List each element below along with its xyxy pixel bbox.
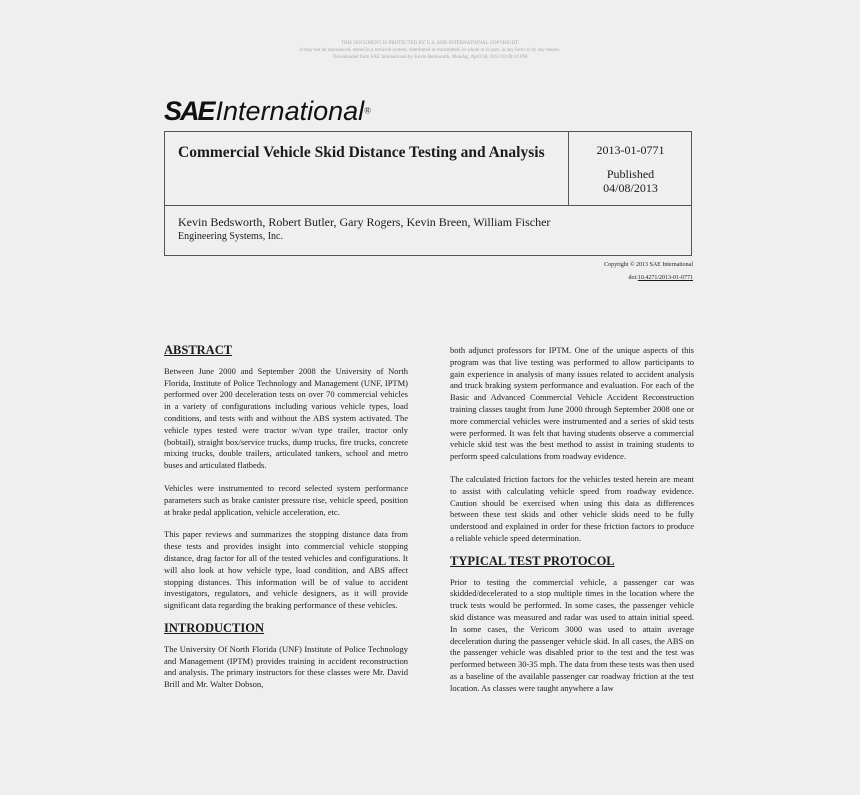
abstract-paragraph-3: This paper reviews and summarizes the stopping distance data from these tests and provides insight into commercial vehicle stopping distance, drag factor for all of the tested vehicles and configurations. It will also look at how vehicle type, load condition, and ABS affect stopping distances. This information will be of value to accident investigators, regulators, and vehicle designers, as it will provide significant data regarding the braking performance of these vehicles.	[164, 529, 408, 611]
sae-logo	[164, 96, 371, 126]
logo-registered-mark: ®	[364, 105, 371, 116]
introduction-paragraph-2: both adjunct professors for IPTM. One of the unique aspects of this program was that live testing was performed to allow participants to gain experience in analysis of many issues related to accident analysis and truck braking system performance and evaluation. For each of the Basic and Advanced Commercial Vehicle Accident Reconstruction training classes taught from June 2000 through September 2008 one or more commercial vehicles were instrumented and a series of skid tests were performed. It was felt that having students observe a commercial vehicle skid test was the best method to assist in training students to perform speed calculations from roadway evidence.	[450, 345, 694, 462]
notice-line-1: THIS DOCUMENT IS PROTECTED BY U.S. AND INTERNATIONAL COPYRIGHT.	[340, 41, 520, 46]
abstract-paragraph-2: Vehicles were instrumented to record selected system performance parameters such as brake canister pressure rise, vehicle speed, position at brake pedal application, vehicle acceleration, etc.	[164, 482, 408, 517]
author-list: Kevin Bedsworth, Robert Butler, Gary Rogers, Kevin Breen, William Fischer	[178, 215, 551, 229]
doi-line	[604, 272, 693, 285]
introduction-heading: INTRODUCTION	[164, 620, 265, 635]
title-cell	[165, 132, 569, 205]
right-column	[450, 345, 694, 706]
paper-number: 2013-01-0771	[596, 143, 665, 157]
notice-line-3: Downloaded from SAE International by Kevin Bedsworth, Monday, April 08, 2013 03:00:14 PM	[332, 55, 528, 60]
doi-link[interactable]: 10.4271/2013-01-0771	[637, 275, 693, 281]
introduction-paragraph-3: The calculated friction factors for the vehicles tested herein are meant to assist with calculating vehicle speed from roadway evidence. Caution should be exercised when using this data as differences between these test skids and other vehicle skids need to be fully understood and explained in order for these friction factors to produce a reliable vehicle speed determination.	[450, 473, 694, 543]
copyright-block	[604, 259, 693, 285]
abstract-paragraph-1: Between June 2000 and September 2008 the University of North Florida, Institute of Police Technology and Management (UNF, IPTM) performed over 200 deceleration tests on over 70 commercial vehicles in a variety of configurations including various vehicle types, load conditions, and tests with and without the ABS system activated. The vehicle types tested were tractor w/van type trailer, tractor only (bobtail), straight box/service trucks, dump trucks, fire trucks, concrete mixing trucks, double trailers, articulated tankers, school and metro buses and articulated flatbeds.	[164, 365, 408, 471]
test-protocol-paragraph-1: Prior to testing the commercial vehicle, a passenger car was skidded/decelerated to a stop multiple times in the location where the truck tests would be performed. In some cases, the passenger vehicle skid distance was measured and radar was used to attain initial speed. In some cases, the Vericom 3000 was used to attain average deceleration during the passenger vehicle skid. In all cases, the ABS on the passenger vehicle was disabled prior to the test and the test was performed between 30-35 mph. The data from these tests was then used as a baseline of the available passenger car roadway friction at the test location. As classes were taught anywhere a law	[450, 576, 694, 693]
header-top-row	[165, 132, 691, 206]
introduction-paragraph-1: The University Of North Florida (UNF) Institute of Police Technology and Management (IPTM) provides training in accident reconstruction and analysis. The primary instructors for these classes were Mr. David Brill and Mr. Walter Dobson,	[164, 643, 408, 690]
logo-sae-text: SAE	[164, 96, 214, 126]
publication-meta	[569, 132, 692, 205]
test-protocol-heading: TYPICAL TEST PROTOCOL	[450, 553, 615, 568]
logo-international-text: International	[215, 96, 365, 126]
left-column	[164, 345, 408, 702]
notice-line-2: It may not be reproduced, stored in a retrieval system, distributed or transmitted, in whole or in part, in any form or by any means.	[299, 48, 561, 53]
copyright-text: Copyright © 2013 SAE International	[604, 262, 693, 268]
publication-status: Published	[606, 167, 655, 181]
paper-header-box	[164, 131, 692, 256]
doi-label: doi:	[628, 275, 638, 281]
copyright-notice	[230, 40, 630, 61]
affiliation: Engineering Systems, Inc.	[178, 231, 283, 242]
abstract-heading: ABSTRACT	[164, 343, 233, 357]
publication-date: 04/08/2013	[603, 181, 658, 195]
paper-title: Commercial Vehicle Skid Distance Testing and Analysis	[178, 144, 545, 161]
